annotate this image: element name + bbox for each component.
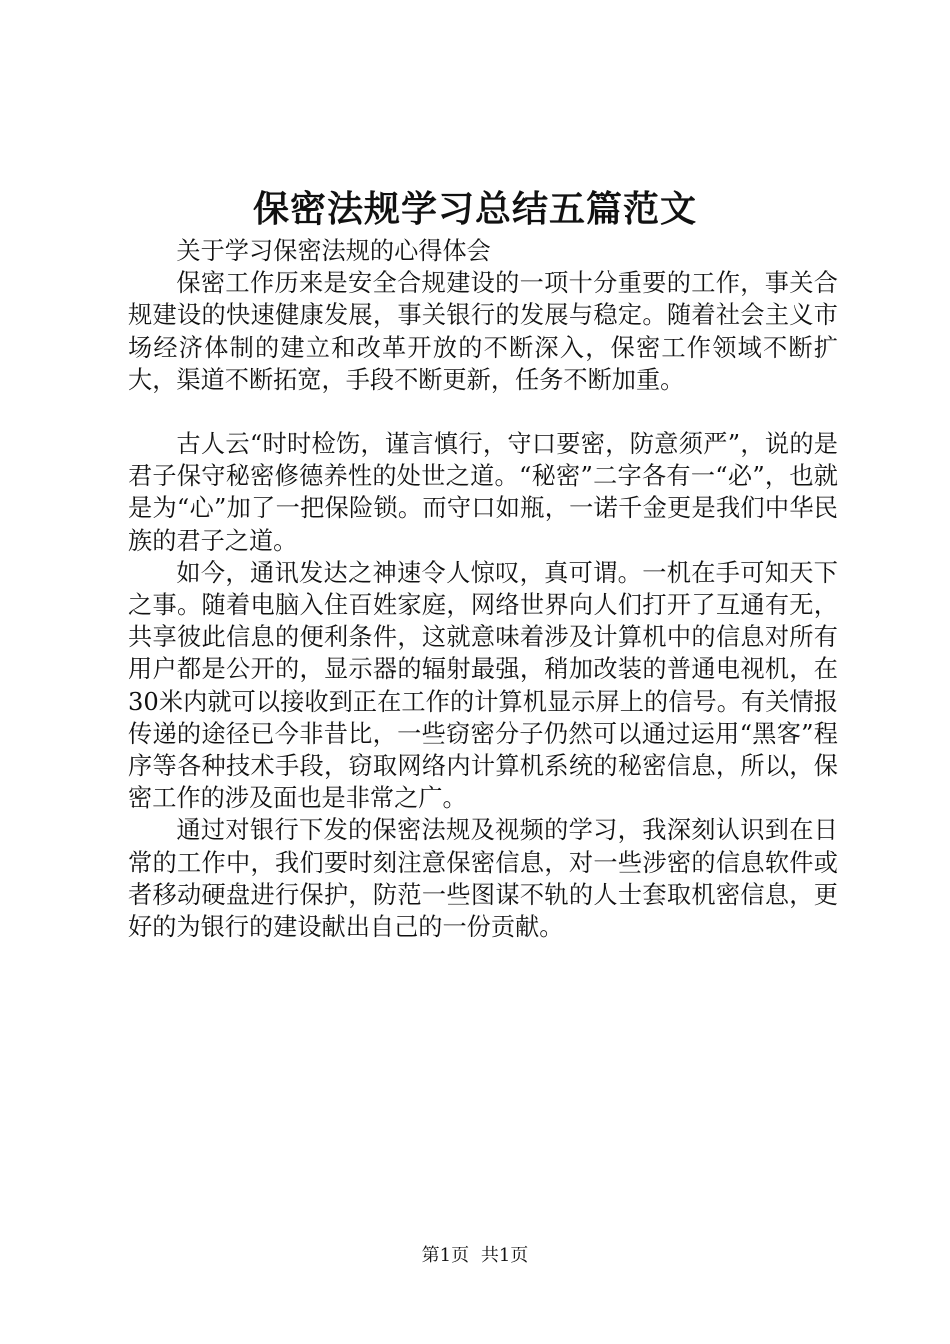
paragraph: 古人云“时时检饬，谨言慎行，守口要密，防意须严”，说的是君子保守秘密修德养性的处世之道。“秘密”二字各有一“必”，也就是为“心”加了一把保险锁。而守口如瓶，一诺千金更是我们中华民族的君子之道。	[128, 430, 838, 555]
document-title: 保密法规学习总结五篇范文	[252, 188, 697, 230]
page-total: 共1页	[480, 1245, 529, 1266]
page-footer	[0, 1244, 950, 1268]
paragraph: 通过对银行下发的保密法规及视频的学习，我深刻认识到在日常的工作中，我们要时刻注意保密信息，对一些涉密的信息软件或者移动硬盘进行保护，防范一些图谋不轨的人士套取机密信息，更好的为银行的建设献出自己的一份贡献。	[128, 816, 838, 942]
paragraph: 如今，通讯发达之神速令人惊叹，真可谓。一机在手可知天下之事。随着电脑入住百姓家庭，网络世界向人们打开了互通有无，共享彼此信息的便利条件，这就意味着涉及计算机中的信息对所有用户都是公开的，显示器的辐射最强，稍加改装的普通电视机，在30米内就可以接收到正在工作的计算机显示屏上的信号。有关情报传递的途径已今非昔比，一些窃密分子仍然可以通过运用“黑客”程序等各种技术手段，窃取网络内计算机系统的秘密信息，所以，保密工作的涉及面也是非常之广。	[128, 558, 838, 813]
document-subtitle: 关于学习保密法规的心得体会	[176, 237, 491, 265]
page-number: 第1页	[421, 1245, 470, 1266]
document-body	[128, 235, 838, 943]
paragraph: 保密工作历来是安全合规建设的一项十分重要的工作，事关合规建设的快速健康发展，事关银行的发展与稳定。随着社会主义市场经济体制的建立和改革开放的不断深入，保密工作领域不断扩大，渠道不断拓宽，手段不断更新，任务不断加重。	[128, 269, 838, 394]
